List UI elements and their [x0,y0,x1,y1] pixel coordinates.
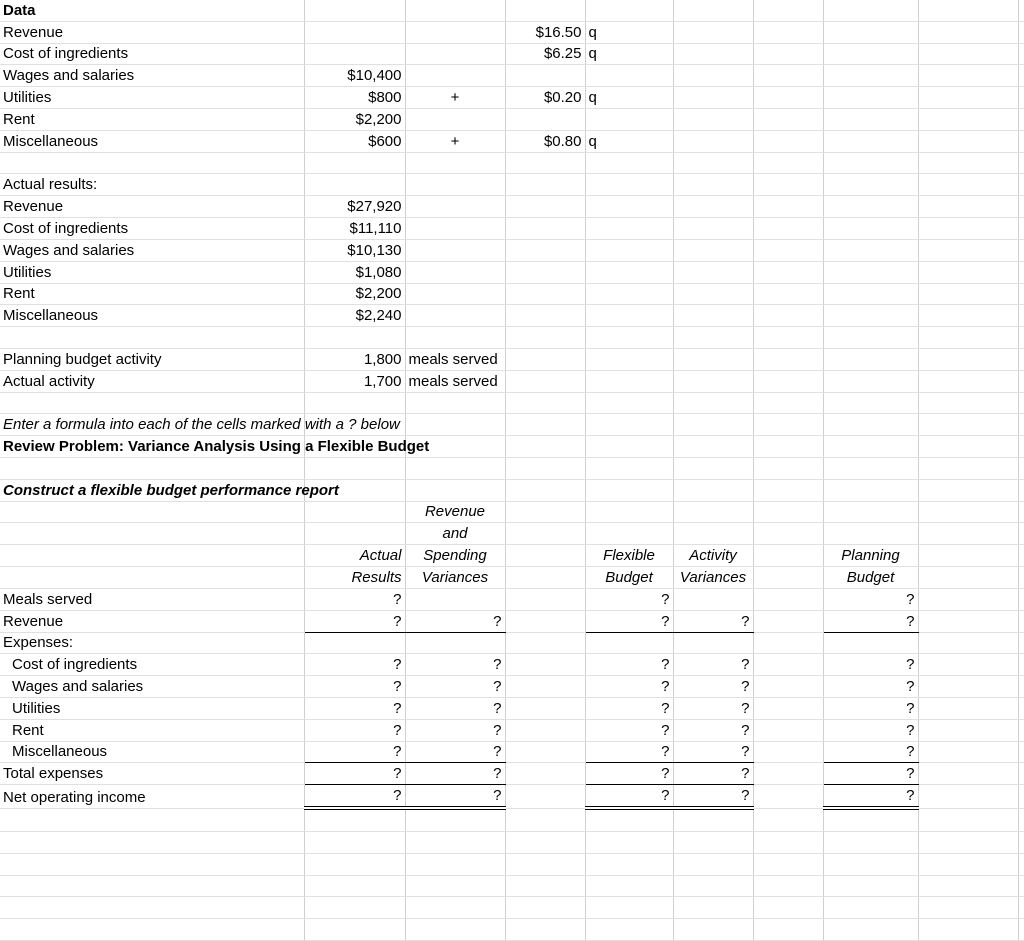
data-variable-cell[interactable]: $6.25 [505,43,585,65]
header-actual-1[interactable]: Actual [304,545,405,567]
activity-label-planning[interactable]: Planning budget activity [0,348,304,370]
rsv-cell[interactable]: ? [405,654,505,676]
grid-row [0,130,1024,152]
data-heading[interactable]: Data [0,0,304,21]
grid-row [0,283,1024,305]
activity-variance-cell[interactable]: ? [673,676,753,698]
instruction-text[interactable]: Enter a formula into each of the cells marked with a ? below [0,414,304,436]
data-plus-cell[interactable] [405,65,505,87]
data-plus-cell[interactable]: + [405,87,505,109]
grid-row [0,261,1024,283]
report-label-expense[interactable]: Rent [0,719,304,741]
grid-row [0,676,1024,698]
grid-row [0,436,1024,458]
planning-budget-cell[interactable]: ? [823,654,918,676]
grid-row [0,545,1024,567]
planning-budget-cell[interactable]: ? [823,741,918,763]
header-actual-2[interactable]: Results [304,567,405,589]
report-label-expense[interactable]: Miscellaneous [0,741,304,763]
header-plan-1[interactable]: Planning [823,545,918,567]
data-fixed-cell[interactable] [304,43,405,65]
flexible-budget-cell[interactable]: ? [585,741,673,763]
grid-row [0,370,1024,392]
activity-variance-cell[interactable]: ? [673,719,753,741]
data-label-revenue[interactable]: Revenue [0,21,304,43]
flexible-budget-cell[interactable]: ? [585,719,673,741]
rsv-cell[interactable]: ? [405,719,505,741]
actual-results-cell[interactable]: ? [304,719,405,741]
header-rsv-1[interactable]: Revenue [405,501,505,523]
data-variable-cell[interactable]: $16.50 [505,21,585,43]
data-label-rent[interactable]: Rent [0,109,304,131]
actual-results-cell[interactable]: ? [304,654,405,676]
actual-results-cell[interactable]: ? [304,588,405,610]
grid-row [0,831,1024,853]
grid-row [0,501,1024,523]
report-label-revenue[interactable]: Revenue [0,610,304,632]
data-plus-cell[interactable] [405,43,505,65]
actual-results-cell[interactable]: ? [304,610,405,632]
data-unit-cell[interactable] [585,109,673,131]
actual-results-cell[interactable]: ? [304,785,405,808]
actual-label[interactable]: Wages and salaries [0,239,304,261]
data-unit-cell[interactable] [585,65,673,87]
activity-variance-cell[interactable]: ? [673,610,753,632]
data-unit-cell[interactable]: q [585,21,673,43]
actual-heading[interactable]: Actual results: [0,174,304,196]
data-unit-cell[interactable]: q [585,87,673,109]
rsv-cell[interactable]: ? [405,676,505,698]
grid-row [0,0,1024,21]
data-unit-cell[interactable]: q [585,43,673,65]
flexible-budget-cell[interactable]: ? [585,785,673,808]
actual-label[interactable]: Miscellaneous [0,305,304,327]
data-variable-cell[interactable] [505,65,585,87]
grid-row [0,588,1024,610]
rsv-cell[interactable]: ? [405,785,505,808]
grid-row [0,152,1024,174]
data-variable-cell[interactable] [505,109,585,131]
data-plus-cell[interactable]: + [405,130,505,152]
actual-value[interactable]: $10,130 [304,239,405,261]
grid-row [0,87,1024,109]
planning-budget-cell[interactable]: ? [823,588,918,610]
grid-row [0,853,1024,875]
data-unit-cell[interactable]: q [585,130,673,152]
report-title[interactable]: Construct a flexible budget performance report [0,479,304,501]
activity-variance-cell[interactable]: ? [673,741,753,763]
grid-row [0,785,1024,808]
header-plan-2[interactable]: Budget [823,567,918,589]
grid-row [0,567,1024,589]
header-av-1[interactable]: Activity [673,545,753,567]
grid-row [0,763,1024,785]
activity-variance-cell[interactable]: ? [673,654,753,676]
planning-budget-cell[interactable]: ? [823,610,918,632]
grid-row [0,719,1024,741]
grid-row [0,632,1024,654]
data-fixed-cell[interactable]: $10,400 [304,65,405,87]
grid-row [0,21,1024,43]
data-fixed-cell[interactable]: $600 [304,130,405,152]
report-label-expense[interactable]: Cost of ingredients [0,654,304,676]
data-label-miscellaneous[interactable]: Miscellaneous [0,130,304,152]
header-rsv-2[interactable]: and [405,523,505,545]
activity-value[interactable]: 1,800 [304,348,405,370]
problem-title[interactable]: Review Problem: Variance Analysis Using a Flexible Budget [0,436,304,458]
grid-row [0,305,1024,327]
header-rsv-3[interactable]: Spending [405,545,505,567]
actual-label[interactable]: Cost of ingredients [0,218,304,240]
header-flex-1[interactable]: Flexible [585,545,673,567]
data-fixed-cell[interactable]: $2,200 [304,109,405,131]
header-flex-2[interactable]: Budget [585,567,673,589]
actual-value[interactable]: $11,110 [304,218,405,240]
activity-value[interactable]: 1,700 [304,370,405,392]
rsv-cell[interactable]: ? [405,697,505,719]
data-variable-cell[interactable]: $0.20 [505,87,585,109]
rsv-cell[interactable]: ? [405,610,505,632]
data-fixed-cell[interactable]: $800 [304,87,405,109]
rsv-cell[interactable]: ? [405,763,505,785]
data-plus-cell[interactable] [405,21,505,43]
grid-row [0,43,1024,65]
actual-value[interactable]: $1,080 [304,261,405,283]
rsv-cell[interactable]: ? [405,741,505,763]
actual-results-cell[interactable]: ? [304,676,405,698]
grid-row [0,458,1024,480]
planning-budget-cell[interactable]: ? [823,763,918,785]
data-plus-cell[interactable] [405,109,505,131]
planning-budget-cell[interactable]: ? [823,719,918,741]
grid-row [0,196,1024,218]
grid-row [0,479,1024,501]
actual-value[interactable]: $27,920 [304,196,405,218]
flexible-budget-cell[interactable]: ? [585,654,673,676]
grid-row [0,174,1024,196]
actual-label[interactable]: Revenue [0,196,304,218]
activity-variance-cell[interactable]: ? [673,785,753,808]
grid-row [0,523,1024,545]
actual-results-cell[interactable]: ? [304,741,405,763]
actual-value[interactable]: $2,240 [304,305,405,327]
actual-results-cell[interactable]: ? [304,763,405,785]
data-variable-cell[interactable]: $0.80 [505,130,585,152]
grid-row [0,919,1024,941]
header-rsv-4[interactable]: Variances [405,567,505,589]
data-label-wages[interactable]: Wages and salaries [0,65,304,87]
actual-value[interactable]: $2,200 [304,283,405,305]
planning-budget-cell[interactable]: ? [823,676,918,698]
grid-row [0,348,1024,370]
activity-variance-cell[interactable]: ? [673,763,753,785]
report-label-expense[interactable]: Wages and salaries [0,676,304,698]
grid-row [0,697,1024,719]
activity-variance-cell[interactable]: ? [673,697,753,719]
report-label-total-expenses[interactable]: Total expenses [0,763,304,785]
grid-row [0,392,1024,414]
grid-row [0,610,1024,632]
grid-row [0,414,1024,436]
grid-row [0,654,1024,676]
grid-row [0,327,1024,349]
flexible-budget-cell[interactable]: ? [585,676,673,698]
data-fixed-cell[interactable] [304,21,405,43]
grid-row [0,808,1024,831]
grid-row [0,875,1024,897]
report-label-meals[interactable]: Meals served [0,588,304,610]
flexible-budget-cell[interactable]: ? [585,610,673,632]
activity-label-actual[interactable]: Actual activity [0,370,304,392]
activity-unit[interactable]: meals served [405,370,505,392]
data-label-cost-of-ingredients[interactable]: Cost of ingredients [0,43,304,65]
actual-results-cell[interactable]: ? [304,697,405,719]
flexible-budget-cell[interactable]: ? [585,697,673,719]
grid-row [0,239,1024,261]
grid-row [0,741,1024,763]
grid-row [0,109,1024,131]
flexible-budget-cell[interactable]: ? [585,588,673,610]
activity-unit[interactable]: meals served [405,348,505,370]
report-label-expense[interactable]: Utilities [0,697,304,719]
grid-row [0,65,1024,87]
planning-budget-cell[interactable]: ? [823,697,918,719]
planning-budget-cell[interactable]: ? [823,785,918,808]
report-label-expenses[interactable]: Expenses: [0,632,304,654]
data-label-utilities[interactable]: Utilities [0,87,304,109]
grid-row [0,218,1024,240]
flexible-budget-cell[interactable]: ? [585,763,673,785]
grid-row [0,897,1024,919]
actual-label[interactable]: Rent [0,283,304,305]
report-label-noi[interactable]: Net operating income [0,785,304,808]
actual-label[interactable]: Utilities [0,261,304,283]
header-av-2[interactable]: Variances [673,567,753,589]
